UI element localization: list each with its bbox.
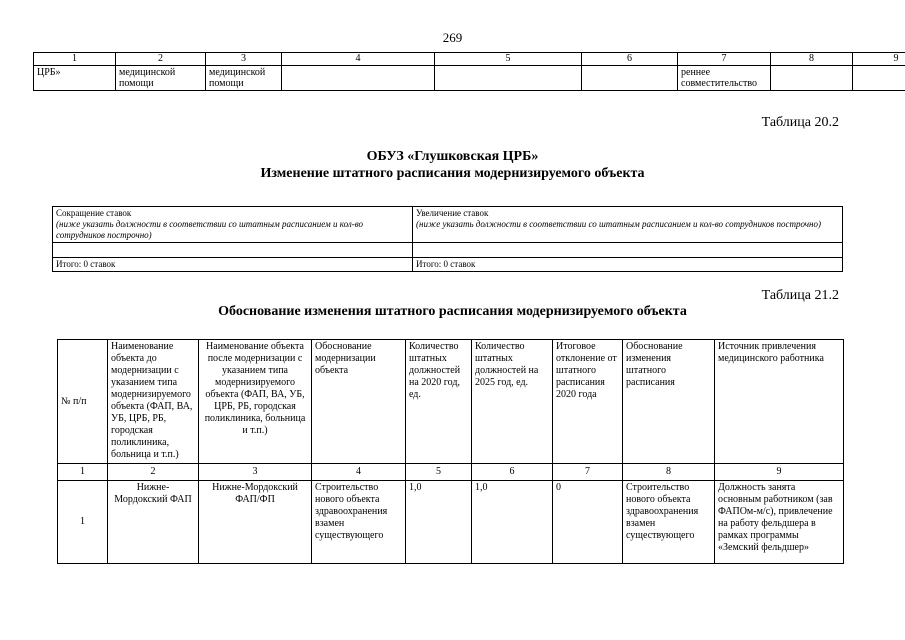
table-cell: ЦРБ» <box>34 66 116 91</box>
table-cell <box>582 66 678 91</box>
table-row <box>58 481 844 564</box>
column-number: 6 <box>472 464 553 481</box>
table-cell <box>771 66 853 91</box>
increase-header: Увеличение ставок <box>416 208 489 218</box>
column-number: 2 <box>108 464 199 481</box>
continuation-table <box>33 52 905 91</box>
staffing-justification-table <box>57 339 844 564</box>
column-number: 9 <box>853 53 905 66</box>
reduction-subheader: (ниже указать должности в соответствии со штатным расписанием и кол-во сотрудников построчно) <box>56 219 364 240</box>
table-21-caption: Таблица 21.2 <box>761 288 839 303</box>
header-cell-after: Наименование объекта после модернизации с указанием типа модернизируемого объекта (ФАП, ВА, УБ, ЦРБ, РБ, городская поликлиника, больница и т.п.) <box>199 340 312 464</box>
table-header-row <box>58 340 844 464</box>
total-row <box>53 258 843 272</box>
column-number: 5 <box>406 464 472 481</box>
column-number: 3 <box>206 53 282 66</box>
column-number: 3 <box>199 464 312 481</box>
worker-source: Должность занята основным работником (зав ФАПОм-м/с), привлечение на работу фельдшера в рамках программы «Земский фельдшер» <box>715 481 844 564</box>
column-number: 7 <box>553 464 623 481</box>
table-cell: медицинской помощи <box>116 66 206 91</box>
table-20-caption: Таблица 20.2 <box>761 115 839 130</box>
header-cell-number: № п/п <box>58 340 108 464</box>
object-before: Нижне-Мордокский ФАП <box>108 481 199 564</box>
column-number: 1 <box>34 53 116 66</box>
table-cell: реннее совместительство <box>678 66 771 91</box>
header-cell-justification: Обоснование изменения штатного расписания <box>623 340 715 464</box>
header-cell-reason: Обоснование модернизации объекта <box>312 340 406 464</box>
table-20-title: Изменение штатного расписания модернизируемого объекта <box>260 166 645 181</box>
reduction-total: Итого: 0 ставок <box>53 258 413 272</box>
column-number: 8 <box>771 53 853 66</box>
object-after: Нижне-Мордокский ФАП/ФП <box>199 481 312 564</box>
header-cell-deviation: Итоговое отклонение от штатного расписания 2020 года <box>553 340 623 464</box>
header-cell-source: Источник привлечения медицинского работника <box>715 340 844 464</box>
column-number: 1 <box>58 464 108 481</box>
header-cell-staff-2020: Количество штатных должностей на 2020 год, ед. <box>406 340 472 464</box>
column-number: 4 <box>282 53 435 66</box>
increase-header-cell <box>413 207 843 243</box>
column-number: 9 <box>715 464 844 481</box>
staff-2025: 1,0 <box>472 481 553 564</box>
table-header-row <box>53 207 843 243</box>
table-row <box>53 243 843 258</box>
deviation: 0 <box>553 481 623 564</box>
table-cell <box>853 66 905 91</box>
table-cell <box>435 66 582 91</box>
increase-total: Итого: 0 ставок <box>413 258 843 272</box>
increase-subheader: (ниже указать должности в соответствии со штатным расписанием и кол-во сотрудников построчно) <box>416 219 821 229</box>
reduction-header: Сокращение ставок <box>56 208 132 218</box>
table-cell: медицинской помощи <box>206 66 282 91</box>
header-cell-staff-2025: Количество штатных должностей на 2025 год, ед. <box>472 340 553 464</box>
column-number: 2 <box>116 53 206 66</box>
table-21-title: Обоснование изменения штатного расписания модернизируемого объекта <box>218 304 687 319</box>
organization-title: ОБУЗ «Глушковская ЦРБ» <box>366 149 539 164</box>
staffing-change-table <box>52 206 843 272</box>
column-number: 6 <box>582 53 678 66</box>
column-number: 4 <box>312 464 406 481</box>
table-header-row <box>34 53 905 66</box>
header-cell-before: Наименование объекта до модернизации с указанием типа модернизируемого объекта (ФАП, ВА, УБ, ЦРБ, РБ, городская поликлиника, больница и т.п.) <box>108 340 199 464</box>
row-number: 1 <box>58 481 108 564</box>
table-row <box>34 66 905 91</box>
column-number-row <box>58 464 844 481</box>
column-number: 7 <box>678 53 771 66</box>
modernization-reason: Строительство нового объекта здравоохранения взамен существующего <box>312 481 406 564</box>
table-cell <box>53 243 413 258</box>
page-number: 269 <box>442 30 463 45</box>
column-number: 8 <box>623 464 715 481</box>
column-number: 5 <box>435 53 582 66</box>
reduction-header-cell <box>53 207 413 243</box>
change-justification: Строительство нового объекта здравоохранения взамен существующего <box>623 481 715 564</box>
table-cell <box>282 66 435 91</box>
staff-2020: 1,0 <box>406 481 472 564</box>
table-cell <box>413 243 843 258</box>
